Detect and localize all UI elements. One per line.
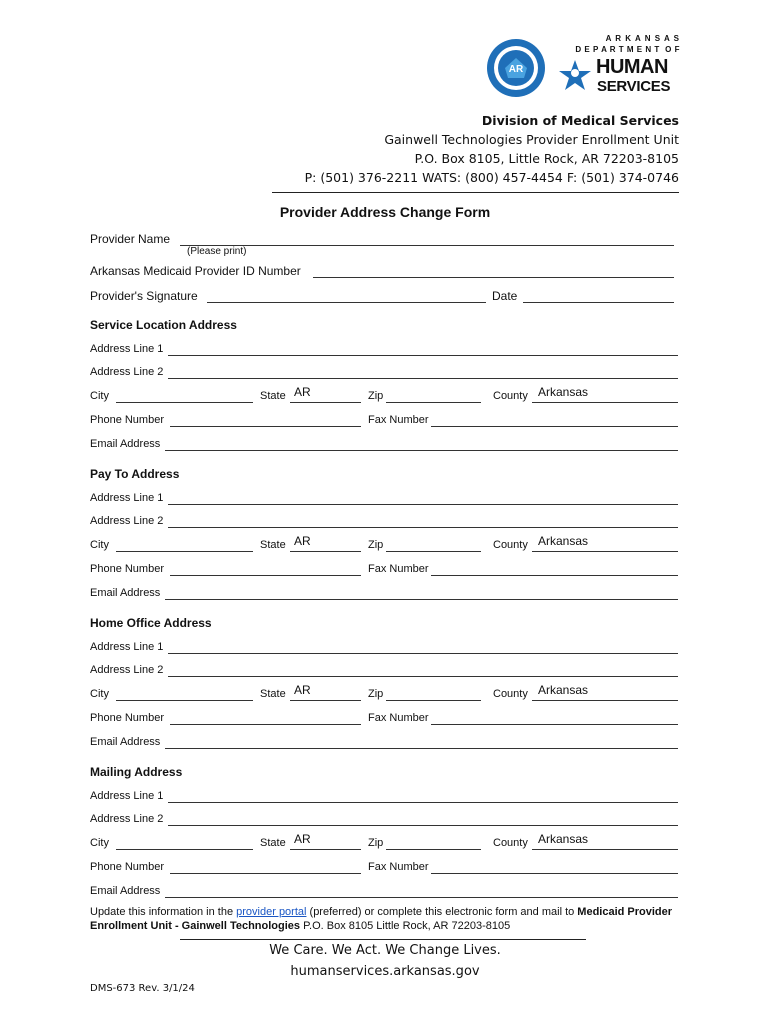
- address-line-2-label: Address Line 2: [90, 664, 164, 676]
- state-value: AR: [294, 832, 311, 846]
- state-label: State: [260, 390, 286, 402]
- form-number: DMS-673 Rev. 3/1/24: [90, 983, 195, 994]
- footer-note-text-2: (preferred) or complete this electronic form and mail to: [306, 906, 578, 918]
- email-field[interactable]: [165, 883, 678, 898]
- enrollment-unit-name: Medicaid Provider Enrollment Unit - Gainwell Technologies: [90, 906, 673, 932]
- zip-field[interactable]: [386, 537, 481, 552]
- city-field[interactable]: [116, 388, 253, 403]
- email-field[interactable]: [165, 585, 678, 600]
- wordmark-line-human: HUMAN: [596, 56, 668, 78]
- fax-label: Fax Number: [368, 563, 429, 575]
- footer-note: [90, 906, 690, 933]
- address-line-2-label: Address Line 2: [90, 813, 164, 825]
- email-field[interactable]: [165, 734, 678, 749]
- county-value: Arkansas: [538, 385, 589, 399]
- date-label: Date: [492, 289, 518, 303]
- zip-label: Zip: [368, 837, 384, 849]
- address-line-2-field[interactable]: [168, 662, 678, 677]
- phone-field[interactable]: [170, 859, 361, 874]
- address-line-1-field[interactable]: [168, 788, 678, 803]
- provider-id-field[interactable]: [313, 263, 674, 278]
- provider-name-label: Provider Name: [90, 232, 171, 246]
- phone-label: Phone Number: [90, 414, 164, 426]
- fax-label: Fax Number: [368, 712, 429, 724]
- mailing-address: P.O. Box 8105, Little Rock, AR 72203-8105: [414, 151, 679, 166]
- division-name: Division of Medical Services: [481, 113, 679, 128]
- county-value: Arkansas: [538, 832, 589, 846]
- county-label: County: [493, 390, 528, 402]
- wordmark-line-arkansas: A R K A N S A S: [605, 34, 680, 43]
- phone-label: Phone Number: [90, 563, 164, 575]
- state-label: State: [260, 688, 286, 700]
- zip-field[interactable]: [386, 835, 481, 850]
- county-label: County: [493, 539, 528, 551]
- state-label: State: [260, 539, 286, 551]
- zip-label: Zip: [368, 539, 384, 551]
- wordmark-line-department: D E P A R T M E N T O F: [575, 45, 680, 54]
- zip-label: Zip: [368, 688, 384, 700]
- email-field[interactable]: [165, 436, 678, 451]
- dhs-seal: [486, 38, 546, 98]
- address-line-1-label: Address Line 1: [90, 492, 164, 504]
- city-label: City: [90, 837, 109, 849]
- email-label: Email Address: [90, 587, 161, 599]
- email-label: Email Address: [90, 438, 161, 450]
- email-label: Email Address: [90, 736, 161, 748]
- city-field[interactable]: [116, 835, 253, 850]
- fax-field[interactable]: [431, 561, 678, 576]
- state-value: AR: [294, 534, 311, 548]
- city-label: City: [90, 688, 109, 700]
- wordmark-line-services: SERVICES: [597, 78, 671, 95]
- signature-label: Provider's Signature: [90, 289, 198, 303]
- county-label: County: [493, 837, 528, 849]
- state-label: State: [260, 837, 286, 849]
- address-line-2-label: Address Line 2: [90, 366, 164, 378]
- address-line-1-label: Address Line 1: [90, 790, 164, 802]
- fax-field[interactable]: [431, 412, 678, 427]
- address-line-1-label: Address Line 1: [90, 343, 164, 355]
- county-label: County: [493, 688, 528, 700]
- fax-label: Fax Number: [368, 414, 429, 426]
- address-line-2-field[interactable]: [168, 811, 678, 826]
- footer-divider: [180, 939, 586, 940]
- city-label: City: [90, 539, 109, 551]
- address-line-1-field[interactable]: [168, 490, 678, 505]
- section-title: Pay To Address: [90, 467, 180, 481]
- section-title: Home Office Address: [90, 616, 212, 630]
- fax-label: Fax Number: [368, 861, 429, 873]
- unit-name: Gainwell Technologies Provider Enrollment Unit: [384, 132, 679, 147]
- phone-label: Phone Number: [90, 712, 164, 724]
- website: humanservices.arkansas.gov: [290, 964, 480, 979]
- form-title: Provider Address Change Form: [279, 204, 491, 220]
- signature-field[interactable]: [207, 288, 486, 303]
- fax-field[interactable]: [431, 710, 678, 725]
- seal-icon: [486, 38, 546, 98]
- phone-label: Phone Number: [90, 861, 164, 873]
- section-title: Service Location Address: [90, 318, 237, 332]
- dhs-wordmark: [557, 34, 682, 96]
- address-line-2-field[interactable]: [168, 364, 678, 379]
- footer-note-address: P.O. Box 8105 Little Rock, AR 72203-8105: [300, 919, 511, 932]
- contact-numbers: P: (501) 376-2211 WATS: (800) 457-4454 F: (501) 374-0746: [304, 170, 679, 185]
- address-line-1-field[interactable]: [168, 639, 678, 654]
- person-star-icon: [557, 58, 593, 94]
- phone-field[interactable]: [170, 561, 361, 576]
- phone-field[interactable]: [170, 412, 361, 427]
- city-field[interactable]: [116, 537, 253, 552]
- county-value: Arkansas: [538, 683, 589, 697]
- phone-field[interactable]: [170, 710, 361, 725]
- city-field[interactable]: [116, 686, 253, 701]
- county-value: Arkansas: [538, 534, 589, 548]
- svg-text:AR: AR: [508, 64, 524, 75]
- footer-note-text: Update this information in the: [90, 906, 237, 918]
- zip-label: Zip: [368, 390, 384, 402]
- zip-field[interactable]: [386, 686, 481, 701]
- address-line-1-field[interactable]: [168, 341, 678, 356]
- address-line-2-label: Address Line 2: [90, 515, 164, 527]
- zip-field[interactable]: [386, 388, 481, 403]
- header-divider: [272, 192, 679, 193]
- address-line-1-label: Address Line 1: [90, 641, 164, 653]
- city-label: City: [90, 390, 109, 402]
- section-title: Mailing Address: [90, 765, 183, 779]
- fax-field[interactable]: [431, 859, 678, 874]
- provider-portal-link[interactable]: provider portal: [236, 906, 307, 918]
- email-label: Email Address: [90, 885, 161, 897]
- tagline: We Care. We Act. We Change Lives.: [269, 943, 501, 958]
- state-value: AR: [294, 683, 311, 697]
- state-value: AR: [294, 385, 311, 399]
- please-print-note: (Please print): [187, 246, 247, 257]
- address-line-2-field[interactable]: [168, 513, 678, 528]
- provider-id-label: Arkansas Medicaid Provider ID Number: [90, 264, 301, 278]
- date-field[interactable]: [523, 288, 674, 303]
- provider-name-field[interactable]: [180, 231, 674, 246]
